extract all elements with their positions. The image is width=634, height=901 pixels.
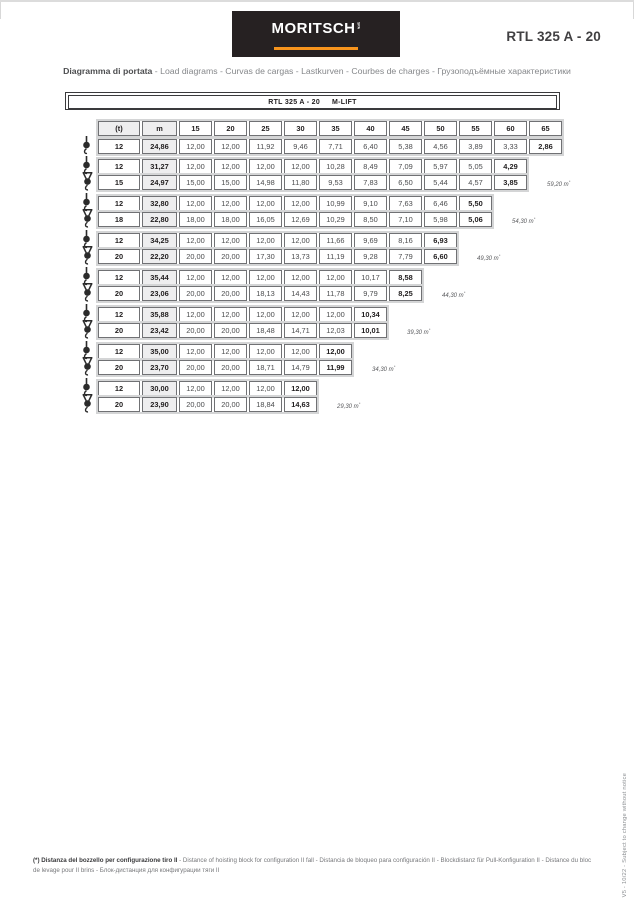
load-cell: 20,00 (214, 397, 247, 412)
column-header: 40 (354, 121, 387, 136)
load-cell: 12,00 (214, 159, 247, 174)
load-cell: 12,03 (319, 323, 352, 338)
load-cell: 12,00 (284, 381, 317, 396)
load-cell: 12,00 (319, 307, 352, 322)
hook-double-fall-icon (80, 357, 95, 378)
load-cell: 16,05 (249, 212, 282, 227)
load-cell: 18,71 (249, 360, 282, 375)
height-cell: 23,06 (142, 286, 177, 301)
load-cell: 8,58 (389, 270, 422, 285)
height-cell: 23,90 (142, 397, 177, 412)
load-cell: 7,10 (389, 212, 422, 227)
load-row (98, 307, 387, 322)
hook-single-fall-icon (80, 136, 93, 157)
load-cell: 12,00 (179, 233, 212, 248)
load-cell: 11,92 (249, 139, 282, 154)
load-cell: 6,60 (424, 249, 457, 264)
height-cell: 34,25 (142, 233, 177, 248)
column-header: 35 (319, 121, 352, 136)
load-cell: 12,00 (179, 196, 212, 211)
jib-note: 34,30 m* (372, 364, 396, 373)
load-row (98, 139, 562, 154)
load-cell: 14,79 (284, 360, 317, 375)
height-cell: 22,80 (142, 212, 177, 227)
load-cell: 10,34 (354, 307, 387, 322)
brand-suffix: SPA (356, 22, 361, 30)
load-cell: 5,98 (424, 212, 457, 227)
load-cell: 20,00 (214, 286, 247, 301)
hook-double-fall-icon (80, 172, 95, 193)
hook-double-fall-icon (80, 209, 95, 230)
load-cell: 20,00 (214, 360, 247, 375)
column-header: 50 (424, 121, 457, 136)
column-header: 60 (494, 121, 527, 136)
height-cell: 23,42 (142, 323, 177, 338)
capacity-cell: 20 (98, 286, 140, 301)
height-cell: 30,00 (142, 381, 177, 396)
capacity-cell: 20 (98, 397, 140, 412)
load-cell: 12,00 (214, 196, 247, 211)
load-cell: 12,00 (179, 307, 212, 322)
load-cell: 12,00 (179, 344, 212, 359)
load-cell: 12,00 (214, 270, 247, 285)
jib-note: 49,30 m* (477, 253, 501, 262)
capacity-cell: 20 (98, 323, 140, 338)
footnote-translations: - Distance of hoisting block for configuration II fall - Distancia de bloqueo para configuración II - Blockdistanz für Pull-Konfiguration II - Distance du bloc de levage pour II brins - Блок-дистанция для конфигурации тяги II (33, 857, 592, 874)
load-cell: 5,05 (459, 159, 492, 174)
load-row (98, 270, 422, 285)
load-cell: 14,71 (284, 323, 317, 338)
height-cell: 35,44 (142, 270, 177, 285)
load-cell: 12,00 (179, 381, 212, 396)
load-cell: 13,73 (284, 249, 317, 264)
brand-text: MORITSCH (271, 20, 356, 37)
load-cell: 18,13 (249, 286, 282, 301)
load-cell: 12,00 (319, 344, 352, 359)
table-title-suffix: M-LIFT (332, 98, 357, 106)
load-cell: 12,00 (179, 270, 212, 285)
capacity-cell: 20 (98, 360, 140, 375)
column-header: 45 (389, 121, 422, 136)
load-cell: 9,69 (354, 233, 387, 248)
capacity-cell: 12 (98, 307, 140, 322)
load-row (98, 212, 492, 227)
capacity-cell: 12 (98, 381, 140, 396)
load-cell: 18,48 (249, 323, 282, 338)
load-cell: 20,00 (214, 323, 247, 338)
load-cell: 4,56 (424, 139, 457, 154)
hook-double-fall-icon (80, 246, 95, 267)
load-cell: 2,86 (529, 139, 562, 154)
load-cell: 12,00 (249, 381, 282, 396)
load-cell: 9,28 (354, 249, 387, 264)
load-cell: 12,00 (284, 196, 317, 211)
column-header: 30 (284, 121, 317, 136)
load-cell: 20,00 (179, 323, 212, 338)
load-cell: 18,84 (249, 397, 282, 412)
table-title-box (65, 92, 560, 110)
load-cell: 15,00 (179, 175, 212, 190)
load-cell: 14,98 (249, 175, 282, 190)
load-cell: 14,43 (284, 286, 317, 301)
height-cell: 35,00 (142, 344, 177, 359)
load-cell: 5,44 (424, 175, 457, 190)
load-cell: 10,28 (319, 159, 352, 174)
load-row (98, 175, 527, 190)
jib-note: 29,30 m* (337, 401, 361, 410)
load-cell: 9,79 (354, 286, 387, 301)
load-cell: 11,78 (319, 286, 352, 301)
capacity-cell: 20 (98, 249, 140, 264)
load-cell: 18,00 (179, 212, 212, 227)
load-cell: 5,97 (424, 159, 457, 174)
load-cell: 14,63 (284, 397, 317, 412)
load-row (98, 233, 457, 248)
load-cell: 11,19 (319, 249, 352, 264)
load-cell: 9,10 (354, 196, 387, 211)
column-header: m (142, 121, 177, 136)
load-cell: 6,40 (354, 139, 387, 154)
load-diagram-table (98, 121, 618, 421)
load-cell: 12,00 (249, 307, 282, 322)
load-row (98, 397, 317, 412)
jib-note: 39,30 m* (407, 327, 431, 336)
load-row (98, 360, 352, 375)
load-cell: 11,66 (319, 233, 352, 248)
load-cell: 12,00 (284, 344, 317, 359)
height-cell: 31,27 (142, 159, 177, 174)
load-cell: 12,69 (284, 212, 317, 227)
load-cell: 3,85 (494, 175, 527, 190)
load-row (98, 286, 422, 301)
page-title: RTL 325 A - 20 (506, 29, 601, 44)
load-cell: 12,00 (249, 233, 282, 248)
brand-underline (274, 47, 358, 50)
subtitle-primary: Diagramma di portata (63, 66, 153, 76)
column-header: 15 (179, 121, 212, 136)
load-cell: 20,00 (214, 249, 247, 264)
load-cell: 12,00 (249, 344, 282, 359)
load-cell: 11,99 (319, 360, 352, 375)
load-row (98, 249, 457, 264)
page-edge-mark (0, 2, 1, 19)
column-header: 25 (249, 121, 282, 136)
load-cell: 5,06 (459, 212, 492, 227)
capacity-cell: 18 (98, 212, 140, 227)
load-cell: 8,25 (389, 286, 422, 301)
load-cell: 6,50 (389, 175, 422, 190)
capacity-cell: 12 (98, 344, 140, 359)
load-cell: 7,09 (389, 159, 422, 174)
load-cell: 12,00 (214, 139, 247, 154)
capacity-cell: 12 (98, 233, 140, 248)
load-cell: 12,00 (249, 196, 282, 211)
subtitle-translations: - Load diagrams - Curvas de cargas - Lastkurven - Courbes de charges - Грузоподъёмные характеристики (152, 66, 571, 76)
load-cell: 7,71 (319, 139, 352, 154)
load-cell: 15,00 (214, 175, 247, 190)
load-cell: 3,33 (494, 139, 527, 154)
load-cell: 5,50 (459, 196, 492, 211)
load-cell: 12,00 (284, 233, 317, 248)
load-cell: 18,00 (214, 212, 247, 227)
jib-note: 54,30 m* (512, 216, 536, 225)
load-cell: 12,00 (319, 270, 352, 285)
height-cell: 24,86 (142, 139, 177, 154)
load-cell: 17,30 (249, 249, 282, 264)
load-cell: 12,00 (249, 159, 282, 174)
load-cell: 20,00 (179, 360, 212, 375)
load-cell: 11,80 (284, 175, 317, 190)
load-cell: 6,46 (424, 196, 457, 211)
load-cell: 10,29 (319, 212, 352, 227)
load-cell: 12,00 (249, 270, 282, 285)
brand-logo (232, 11, 400, 57)
load-row (98, 381, 317, 396)
load-cell: 12,00 (214, 381, 247, 396)
load-cell: 8,50 (354, 212, 387, 227)
column-header: 20 (214, 121, 247, 136)
table-header-row (98, 121, 562, 136)
load-cell: 10,99 (319, 196, 352, 211)
load-cell: 9,46 (284, 139, 317, 154)
capacity-cell: 12 (98, 139, 140, 154)
load-cell: 20,00 (179, 286, 212, 301)
height-cell: 22,20 (142, 249, 177, 264)
load-cell: 12,00 (284, 270, 317, 285)
column-header: (t) (98, 121, 140, 136)
load-row (98, 344, 352, 359)
load-cell: 12,00 (284, 307, 317, 322)
column-header: 65 (529, 121, 562, 136)
load-cell: 4,29 (494, 159, 527, 174)
load-cell: 12,00 (214, 344, 247, 359)
table-title (68, 95, 557, 109)
hook-double-fall-icon (80, 283, 95, 304)
jib-note: 44,30 m* (442, 290, 466, 299)
load-cell: 8,49 (354, 159, 387, 174)
load-cell: 12,00 (284, 159, 317, 174)
jib-note: 59,20 m* (547, 179, 571, 188)
load-row (98, 196, 492, 211)
subtitle (0, 66, 634, 76)
load-cell: 8,16 (389, 233, 422, 248)
load-row (98, 323, 387, 338)
capacity-cell: 12 (98, 159, 140, 174)
capacity-cell: 12 (98, 196, 140, 211)
load-cell: 20,00 (179, 397, 212, 412)
hook-double-fall-icon (80, 320, 95, 341)
load-cell: 10,17 (354, 270, 387, 285)
footnote-marker: (*) Distanza del bozzello per configurazione tiro II (33, 857, 178, 864)
load-cell: 7,83 (354, 175, 387, 190)
load-cell: 7,79 (389, 249, 422, 264)
load-cell: 5,38 (389, 139, 422, 154)
load-cell: 12,00 (179, 159, 212, 174)
load-cell: 12,00 (179, 139, 212, 154)
load-cell: 20,00 (179, 249, 212, 264)
footnote (33, 856, 599, 876)
load-row (98, 159, 527, 174)
load-cell: 7,63 (389, 196, 422, 211)
capacity-cell: 12 (98, 270, 140, 285)
height-cell: 24,97 (142, 175, 177, 190)
brand-name (232, 20, 400, 37)
load-cell: 12,00 (214, 233, 247, 248)
column-header: 55 (459, 121, 492, 136)
capacity-cell: 15 (98, 175, 140, 190)
height-cell: 32,80 (142, 196, 177, 211)
load-cell: 10,01 (354, 323, 387, 338)
load-cell: 4,57 (459, 175, 492, 190)
load-cell: 12,00 (214, 307, 247, 322)
height-cell: 23,70 (142, 360, 177, 375)
load-cell: 3,89 (459, 139, 492, 154)
height-cell: 35,88 (142, 307, 177, 322)
hook-double-fall-icon (80, 394, 95, 415)
table-title-model: RTL 325 A - 20 (268, 98, 321, 106)
load-cell: 6,93 (424, 233, 457, 248)
load-cell: 9,53 (319, 175, 352, 190)
version-note: V5 - 10/22 - Subject to change without notice (622, 772, 628, 897)
